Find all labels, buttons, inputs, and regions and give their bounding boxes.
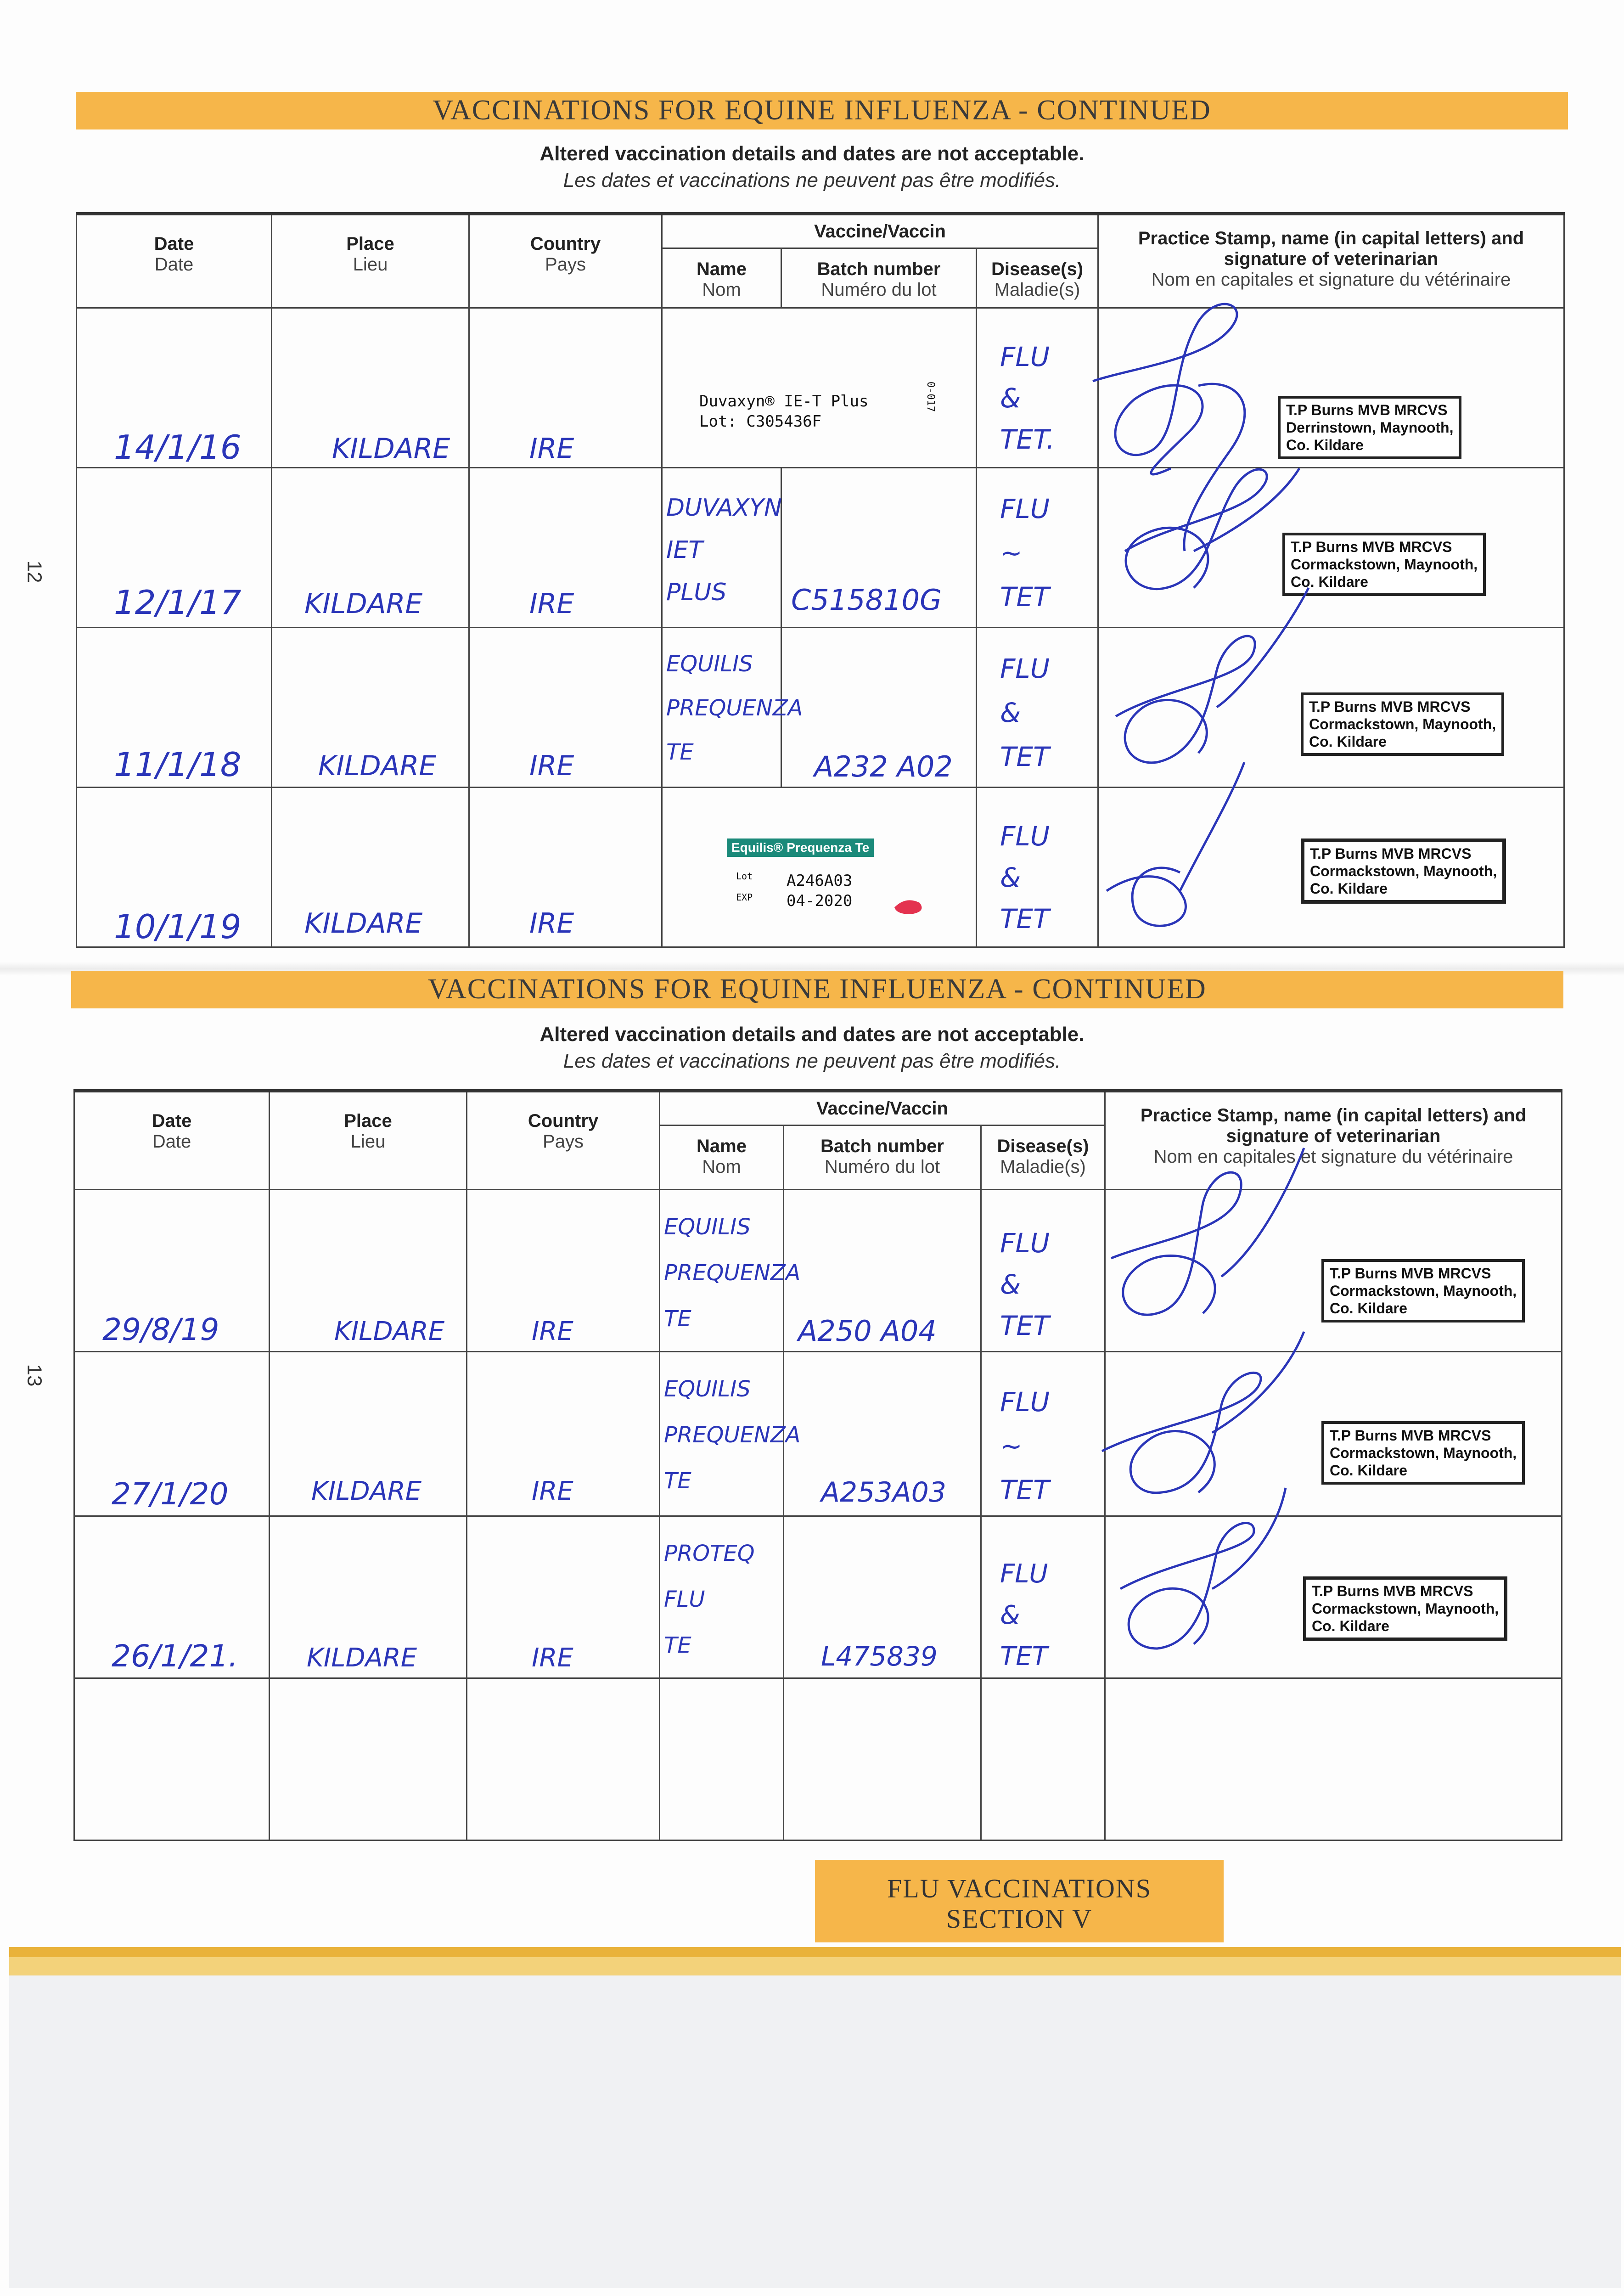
cell-batch: A250 A04 [784,1190,981,1352]
cell-country: IRE [469,788,662,947]
vaccine-label: A246A03 04-2020 [787,872,853,910]
cell-country: IRE [467,1516,660,1678]
header-vaccine: Vaccine/Vaccin [662,214,1098,248]
cell-disease: FLU & TET [981,1516,1105,1678]
blank-area [9,1975,1621,2288]
header-name: Name Nom [662,248,781,308]
cell-place: KILDARE [270,1516,467,1678]
vet-stamp: T.P Burns MVB MRCVS Cormackstown, Maynooth, Co. Kildare [1321,1259,1525,1322]
cell-stamp [1105,1190,1562,1352]
table-row [77,468,1564,628]
header-stamp: Practice Stamp, name (in capital letters) and signature of veterinarian Nom en capitales et signature du vétérinaire [1098,214,1564,308]
section-label: FLU VACCINATIONS SECTION V [815,1860,1224,1942]
vaccination-table-page-13 [73,1089,1562,1841]
header-date: Date Date [74,1091,270,1190]
cell-batch: A232 A02 [781,628,977,788]
table-row [74,1516,1562,1678]
header-date: Date Date [77,214,272,308]
cell-date: 26/1/21. [74,1516,270,1678]
cell-stamp [1105,1516,1562,1678]
cell-stamp [1105,1678,1562,1840]
cell-disease: FLU & TET. [977,308,1098,468]
cell-disease: FLU ~ TET [981,1352,1105,1516]
vet-stamp: T.P Burns MVB MRCVS Cormackstown, Maynooth, Co. Kildare [1282,533,1486,596]
header-batch: Batch number Numéro du lot [784,1125,981,1190]
cell-place: KILDARE [272,788,469,947]
cell-disease: FLU & TET [977,788,1098,947]
cell-place: KILDARE [272,308,469,468]
cell-country: IRE [467,1352,660,1516]
cell-name: EQUILIS PREQUENZA TE [660,1190,784,1352]
cell-disease: FLU ~ TET [977,468,1098,628]
cell-place [270,1678,467,1840]
folder-inner [9,1957,1621,1975]
label-side-exp: EXP [736,892,753,903]
page-number: 12 [23,560,46,583]
header-country: Country Pays [467,1091,660,1190]
cell-date [74,1678,270,1840]
notice-en: Altered vaccination details and dates are not acceptable. [539,142,1085,165]
vet-stamp: T.P Burns MVB MRCVS Cormackstown, Maynooth, Co. Kildare [1301,692,1504,756]
notice [0,142,1624,192]
vet-stamp: T.P Burns MVB MRCVS Cormackstown, Maynooth, Co. Kildare [1301,838,1506,904]
table-row [74,1352,1562,1516]
header-disease: Disease(s) Maladie(s) [981,1125,1105,1190]
cell-batch: L475839 [784,1516,981,1678]
page-number-2: 13 [23,1364,46,1387]
cell-name: PROTEQ FLU TE [660,1516,784,1678]
cell-name: EQUILIS PREQUENZA TE [660,1352,784,1516]
cell-date: 10/1/19 [77,788,272,947]
cell-country: IRE [469,628,662,788]
header-vaccine: Vaccine/Vaccin [660,1091,1105,1125]
cell-name: EQUILIS PREQUENZA TE [662,628,781,788]
page-13 [0,964,1624,2296]
cell-date: 14/1/16 [77,308,272,468]
cell-name: DUVAXYN IET PLUS [662,468,781,628]
header-disease: Disease(s) Maladie(s) [977,248,1098,308]
cell-stamp [1098,628,1564,788]
vaccine-label-title: Equilis® Prequenza Te [727,838,874,857]
cell-place: KILDARE [272,628,469,788]
header-place: Place Lieu [270,1091,467,1190]
table-row [74,1190,1562,1352]
cell-batch: A253A03 [784,1352,981,1516]
table-row-empty [74,1678,1562,1840]
vaccination-table-page-12 [76,212,1565,948]
cell-date: 11/1/18 [77,628,272,788]
vaccine-label: Duvaxyn® IE-T Plus Lot: C305436F [699,392,869,431]
cell-date: 12/1/17 [77,468,272,628]
label-mark [892,894,929,917]
cell-date: 27/1/20 [74,1352,270,1516]
notice-2: Altered vaccination details and dates are not acceptable. Les dates et vaccinations ne peuvent pas être modifiés. [539,1023,1085,1072]
cell-disease: FLU & TET [981,1190,1105,1352]
banner-title-2: VACCINATIONS FOR EQUINE INFLUENZA - CONTINUED [71,971,1563,1008]
table-row [77,628,1564,788]
cell-date: 29/8/19 [74,1190,270,1352]
cell-stamp [1098,788,1564,947]
folder-edge [9,1947,1621,1957]
header-batch: Batch number Numéro du lot [781,248,977,308]
cell-name [660,1678,784,1840]
cell-disease [981,1678,1105,1840]
cell-name-batch [662,788,977,947]
table-row [77,788,1564,947]
vet-stamp: T.P Burns MVB MRCVS Cormackstown, Maynooth, Co. Kildare [1303,1576,1507,1641]
cell-place: KILDARE [272,468,469,628]
cell-batch: C515810G [781,468,977,628]
banner-title: VACCINATIONS FOR EQUINE INFLUENZA - CONTINUED [76,92,1568,129]
notice-fr: Les dates et vaccinations ne peuvent pas être modifiés. [563,169,1061,191]
vet-stamp: T.P Burns MVB MRCVS Derrinstown, Maynooth, Co. Kildare [1278,396,1461,459]
table-row [77,308,1564,468]
cell-place: KILDARE [270,1352,467,1516]
cell-country [467,1678,660,1840]
header-stamp: Practice Stamp, name (in capital letters) and signature of veterinarian Nom en capitales et signature du vétérinaire [1105,1091,1562,1190]
cell-country: IRE [467,1190,660,1352]
cell-disease: FLU & TET [977,628,1098,788]
cell-batch [784,1678,981,1840]
label-side-lot: Lot [736,871,753,882]
header-name: Name Nom [660,1125,784,1190]
cell-country: IRE [469,308,662,468]
header-place: Place Lieu [272,214,469,308]
header-country: Country Pays [469,214,662,308]
cell-place: KILDARE [270,1190,467,1352]
vet-stamp: T.P Burns MVB MRCVS Cormackstown, Maynooth, Co. Kildare [1321,1421,1525,1485]
vaccine-label-side: 0-017 [925,381,937,412]
cell-country: IRE [469,468,662,628]
cell-stamp [1098,468,1564,628]
page-12 [0,0,1624,964]
cell-stamp [1098,308,1564,468]
cell-stamp [1105,1352,1562,1516]
cell-name-batch [662,308,977,468]
